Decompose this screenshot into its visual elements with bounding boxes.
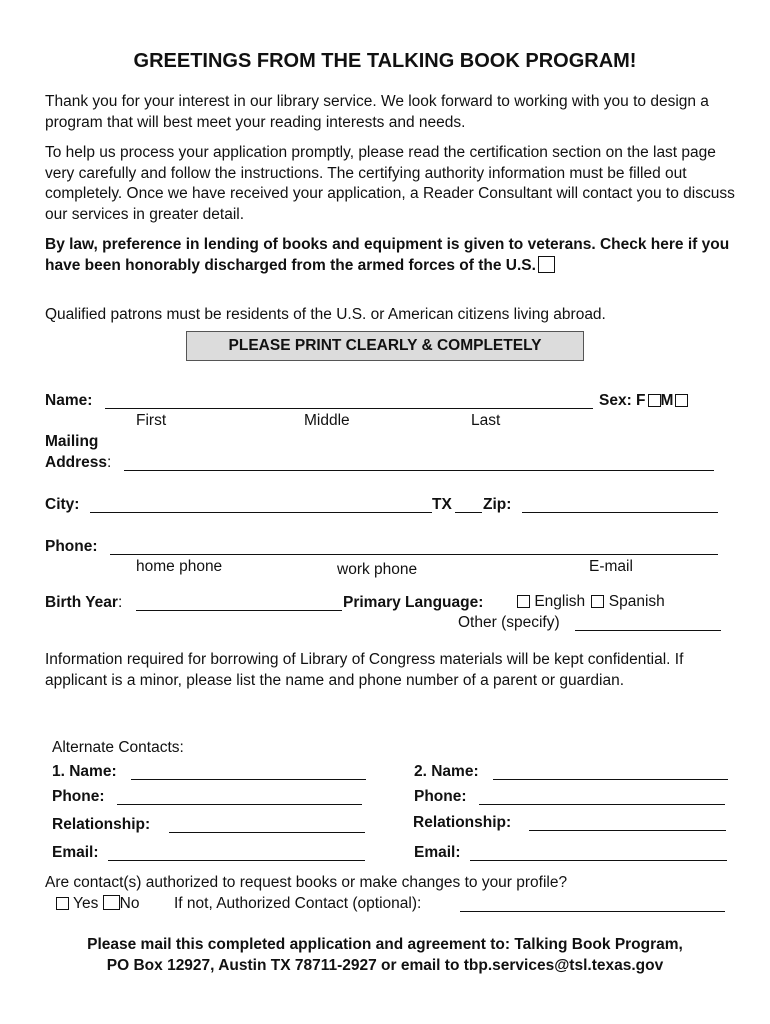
work-phone-caption: work phone bbox=[337, 561, 418, 578]
yes-label: Yes bbox=[73, 895, 99, 912]
authorized-options bbox=[56, 895, 139, 913]
no-label: No bbox=[119, 895, 140, 912]
confidential-paragraph: Information required for borrowing of Library of Congress materials will be kept confidential. If applicant is a minor, please list the name and phone number of a parent or guardian. bbox=[45, 651, 684, 689]
page-title: GREETINGS FROM THE TALKING BOOK PROGRAM! bbox=[133, 50, 637, 72]
veterans-text: By law, preference in lending of books and equipment is given to veterans. Check here if you have been honorably discharged from the armed forces of the U.S. bbox=[45, 236, 730, 274]
process-paragraph: To help us process your application promptly, please read the certification section on the last page very carefully and follow the instructions. The certifying authority information must be filled out completely. Once we have received your application, a Reader Consultant will contact you to discuss our services in greater detail. bbox=[45, 144, 735, 223]
authorized-question: Are contact(s) authorized to request books or make changes to your profile? bbox=[45, 874, 568, 891]
alternate-contacts-heading: Alternate Contacts: bbox=[52, 739, 184, 756]
contact2-email-label: Email: bbox=[414, 844, 461, 861]
state-blank bbox=[455, 512, 482, 513]
english-checkbox[interactable] bbox=[517, 595, 530, 608]
contact1-name-field[interactable] bbox=[131, 779, 366, 780]
contact1-relationship-field[interactable] bbox=[169, 832, 365, 833]
sex-f-label: Sex: F bbox=[599, 392, 646, 409]
contact1-name-label: 1. Name: bbox=[52, 763, 117, 780]
veteran-checkbox[interactable] bbox=[538, 256, 555, 273]
birth-year-field[interactable] bbox=[136, 610, 342, 611]
address-field[interactable] bbox=[124, 470, 714, 471]
qualified-paragraph: Qualified patrons must be residents of the U.S. or American citizens living abroad. bbox=[45, 306, 606, 323]
mailing-label: Mailing bbox=[45, 433, 99, 450]
phone-label: Phone: bbox=[45, 538, 98, 555]
other-language-field[interactable] bbox=[575, 630, 721, 631]
home-phone-caption: home phone bbox=[136, 558, 223, 575]
address-label: Address: bbox=[45, 454, 112, 471]
print-clearly-banner: PLEASE PRINT CLEARLY & COMPLETELY bbox=[186, 331, 584, 361]
sex-label bbox=[599, 392, 688, 410]
last-name-caption: Last bbox=[471, 412, 501, 429]
contact1-email-label: Email: bbox=[52, 844, 99, 861]
mail-instructions-line1: Please mail this completed application and agreement to: Talking Book Program, bbox=[87, 936, 683, 953]
spanish-checkbox[interactable] bbox=[591, 595, 604, 608]
name-field[interactable] bbox=[105, 408, 593, 409]
spanish-label: Spanish bbox=[608, 593, 665, 610]
zip-field[interactable] bbox=[522, 512, 718, 513]
no-checkbox[interactable] bbox=[103, 895, 120, 910]
name-label: Name: bbox=[45, 392, 93, 409]
birth-year-label: Birth Year: bbox=[45, 594, 123, 611]
contact1-phone-label: Phone: bbox=[52, 788, 105, 805]
yes-checkbox[interactable] bbox=[56, 897, 69, 910]
zip-label: Zip: bbox=[483, 496, 512, 513]
authorized-contact-label: If not, Authorized Contact (optional): bbox=[174, 895, 422, 912]
contact2-phone-label: Phone: bbox=[414, 788, 467, 805]
contact2-relationship-field[interactable] bbox=[529, 830, 726, 831]
contact2-name-label: 2. Name: bbox=[414, 763, 479, 780]
first-name-caption: First bbox=[136, 412, 167, 429]
english-label: English bbox=[534, 593, 586, 610]
sex-m-label: M bbox=[660, 392, 674, 409]
language-label: Primary Language: bbox=[343, 594, 484, 611]
sex-f-checkbox[interactable] bbox=[648, 394, 661, 407]
sex-m-checkbox[interactable] bbox=[675, 394, 688, 407]
other-language-label: Other (specify) bbox=[458, 614, 560, 631]
mail-instructions-line2: PO Box 12927, Austin TX 78711-2927 or email to tbp.services@tsl.texas.gov bbox=[106, 957, 664, 974]
city-label: City: bbox=[45, 496, 80, 513]
phone-field[interactable] bbox=[110, 554, 718, 555]
contact2-relationship-label: Relationship: bbox=[413, 814, 512, 831]
contact1-relationship-label: Relationship: bbox=[52, 816, 151, 833]
intro-paragraph: Thank you for your interest in our library service. We look forward to working with you to design a program that will best meet your reading interests and needs. bbox=[45, 93, 709, 131]
email-caption: E-mail bbox=[589, 558, 633, 575]
state-label: TX bbox=[432, 496, 452, 513]
contact1-phone-field[interactable] bbox=[117, 804, 362, 805]
contact2-name-field[interactable] bbox=[493, 779, 728, 780]
city-field[interactable] bbox=[90, 512, 432, 513]
contact2-phone-field[interactable] bbox=[479, 804, 725, 805]
contact1-email-field[interactable] bbox=[108, 860, 365, 861]
veterans-notice bbox=[45, 235, 735, 276]
contact2-email-field[interactable] bbox=[470, 860, 727, 861]
language-options bbox=[517, 593, 665, 611]
authorized-contact-field[interactable] bbox=[460, 911, 725, 912]
middle-name-caption: Middle bbox=[304, 412, 350, 429]
